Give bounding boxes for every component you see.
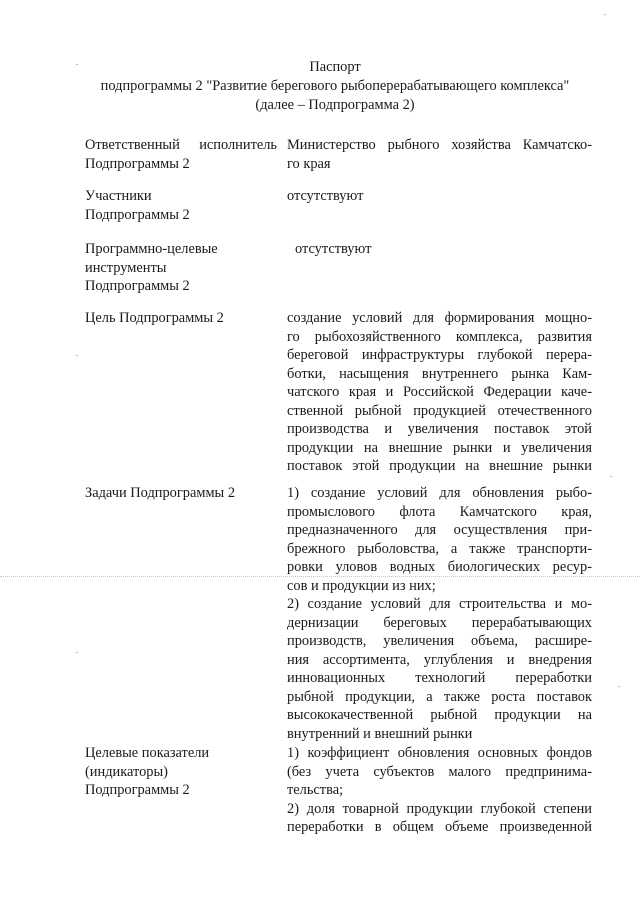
scan-speck bbox=[76, 64, 78, 65]
value-line: Министерство рыбного хозяйства Камчатско- bbox=[287, 137, 592, 153]
passport-header bbox=[60, 58, 610, 115]
label-goal bbox=[85, 309, 280, 328]
label-instruments bbox=[85, 240, 280, 296]
value-line: поставок этой продукции на внешние рынки bbox=[287, 458, 592, 474]
label-line: Подпрограммы 2 bbox=[85, 782, 190, 798]
value-line: сов и продукции из них; bbox=[287, 577, 436, 594]
value-line: производств, увеличения объема, расшире- bbox=[287, 633, 592, 649]
value-line: го края bbox=[287, 155, 331, 172]
value-line: (без учета субъектов малого предпринима- bbox=[287, 763, 592, 780]
value-line: ния ассортимента, углубления и внедрения bbox=[287, 651, 592, 668]
value-line: отсутствуют bbox=[295, 241, 372, 257]
value-line: производства и увеличения поставок этой bbox=[287, 421, 592, 437]
label-line: Программно-целевые bbox=[85, 241, 218, 257]
label-indicators bbox=[85, 744, 280, 800]
label-line: Участники bbox=[85, 188, 152, 204]
label-line: Подпрограммы 2 bbox=[85, 278, 190, 294]
value-line: предназначенного для осуществления при- bbox=[287, 522, 592, 538]
scan-speck bbox=[618, 686, 620, 687]
value-line: рыбной продукции, а также роста поставок bbox=[287, 688, 592, 705]
label-line: инструменты bbox=[85, 259, 167, 276]
value-line: ботки, насыщения внутреннего рынка Кам- bbox=[287, 365, 592, 382]
value-line: ровки уловов водных биологических ресур- bbox=[287, 559, 592, 575]
value-instruments bbox=[295, 240, 600, 259]
scan-speck bbox=[76, 355, 78, 356]
value-goal bbox=[287, 309, 592, 476]
value-line: 1) коэффициент обновления основных фондов bbox=[287, 745, 592, 761]
value-line: брежного рыболовства, а также транспорти- bbox=[287, 540, 592, 557]
label-line: Целевые показатели bbox=[85, 745, 210, 761]
header-abbreviation: (далее – Подпрограмма 2) bbox=[255, 97, 415, 113]
label-line: Подпрограммы 2 bbox=[85, 155, 190, 172]
value-line: 2) доля товарной продукции глубокой степени bbox=[287, 800, 592, 817]
label-line: Подпрограммы 2 bbox=[85, 206, 190, 223]
label-line: (индикаторы) bbox=[85, 763, 168, 780]
value-line: внутренний и внешний рынки bbox=[287, 725, 473, 742]
value-line: го рыбохозяйственного комплекса, развития bbox=[287, 328, 592, 345]
label-line: Цель Подпрограммы 2 bbox=[85, 310, 224, 326]
label-participants bbox=[85, 187, 280, 224]
value-executor bbox=[287, 136, 592, 173]
value-line: продукции на внешние рынки и увеличения bbox=[287, 439, 592, 456]
scan-speck bbox=[604, 14, 606, 15]
header-subtitle: подпрограммы 2 "Развитие берегового рыбоперерабатывающего комплекса" bbox=[100, 78, 570, 94]
value-indicators bbox=[287, 744, 592, 837]
value-line: береговой инфраструктуры глубокой перера- bbox=[287, 347, 592, 363]
header-title: Паспорт bbox=[309, 59, 361, 75]
value-line: переработки в общем объеме произведенной bbox=[287, 819, 592, 835]
value-line: 2) создание условий для строительства и мо- bbox=[287, 596, 592, 612]
value-line: создание условий для формирования мощно- bbox=[287, 310, 592, 326]
value-line: отсутствуют bbox=[287, 188, 364, 204]
label-tasks bbox=[85, 484, 280, 503]
value-participants bbox=[287, 187, 592, 206]
value-line: дернизации береговых перерабатывающих bbox=[287, 614, 592, 631]
value-line: ственной рыбной продукцией отечественного bbox=[287, 402, 592, 419]
value-line: промыслового флота Камчатского края, bbox=[287, 503, 592, 520]
value-line: тельства; bbox=[287, 782, 344, 798]
label-line: Задачи Подпрограммы 2 bbox=[85, 485, 236, 501]
value-line: инновационных технологий переработки bbox=[287, 670, 592, 686]
value-line: чатского края и Российской Федерации каче- bbox=[287, 384, 592, 400]
value-tasks bbox=[287, 484, 592, 743]
label-line: Ответственный исполнитель bbox=[85, 137, 277, 153]
scan-speck bbox=[76, 652, 78, 653]
value-line: 1) создание условий для обновления рыбо- bbox=[287, 485, 592, 501]
value-line: высококачественной рыбной продукции на bbox=[287, 707, 592, 723]
scan-speck bbox=[610, 476, 612, 477]
scan-fold-line bbox=[0, 576, 640, 579]
label-executor bbox=[85, 136, 280, 173]
